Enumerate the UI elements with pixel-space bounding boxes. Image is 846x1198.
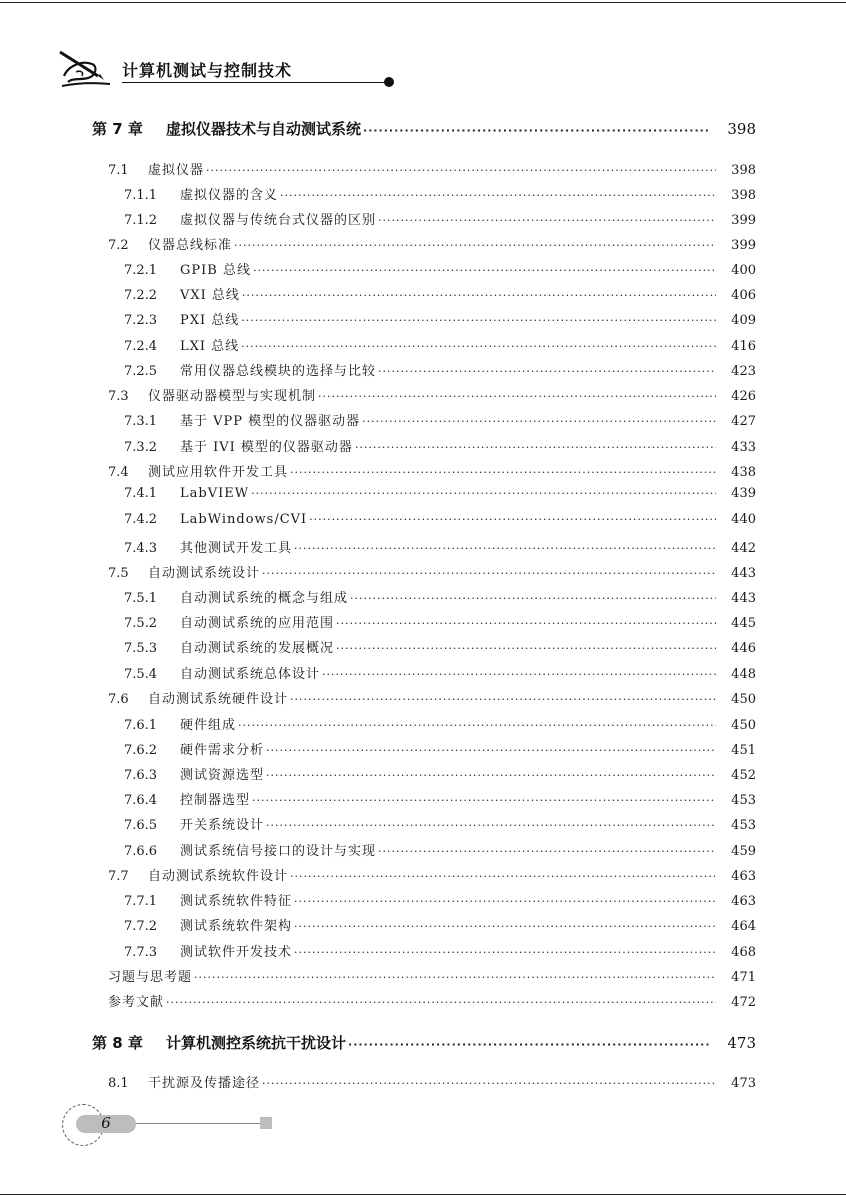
toc-subsection-entry	[92, 284, 756, 304]
toc-entry-title: 干扰源及传播途径	[148, 1076, 261, 1091]
toc-entry-page: 451	[731, 743, 756, 758]
top-border-line	[0, 2, 846, 3]
toc-dot-leader	[194, 971, 716, 984]
toc-entry-number: 7.2.5	[124, 364, 158, 379]
toc-entry-page: 440	[731, 512, 756, 527]
toc-entry-page: 459	[731, 844, 756, 859]
toc-entry-number: 7.6.2	[124, 743, 158, 758]
toc-entry-page: 442	[731, 541, 756, 556]
toc-entry-page: 438	[731, 465, 756, 480]
toc-dot-leader	[280, 189, 716, 202]
toc-dot-leader	[378, 365, 716, 378]
toc-subsection-entry	[92, 335, 756, 355]
toc-entry-number: 第 8 章	[92, 1034, 143, 1052]
toc-entry-number: 7.2.2	[124, 288, 158, 303]
toc-entry-page: 446	[731, 641, 756, 656]
toc-dot-leader	[348, 1038, 710, 1051]
toc-section-entry	[92, 688, 756, 708]
toc-entry-title: 控制器选型	[180, 793, 251, 808]
toc-dot-leader	[294, 946, 716, 959]
footer-square	[260, 1117, 272, 1129]
toc-entry-title: 虚拟仪器	[148, 163, 205, 178]
toc-dot-leader	[266, 744, 716, 757]
toc-entry-title: 测试应用软件开发工具	[148, 465, 289, 480]
toc-dot-leader	[318, 390, 716, 403]
toc-chapter-entry	[92, 1032, 756, 1054]
pen-writing-icon	[58, 46, 114, 90]
toc-subsection-entry	[92, 486, 756, 506]
toc-entry-page: 443	[731, 566, 756, 581]
toc-entry-page: 416	[731, 339, 756, 354]
toc-subsection-entry	[92, 764, 756, 784]
header-rule	[122, 82, 388, 83]
toc-dot-leader	[378, 845, 716, 858]
toc-entry-title: 自动测试系统软件设计	[148, 869, 289, 884]
toc-dot-leader	[336, 642, 716, 655]
toc-entry-title: 习题与思考题	[108, 970, 193, 985]
book-title: 计算机测试与控制技术	[122, 61, 293, 80]
toc-entry-number: 7.4.1	[124, 486, 158, 501]
toc-dot-leader	[322, 668, 716, 681]
toc-subsection-entry	[92, 739, 756, 759]
toc-entry-page: 399	[731, 213, 756, 228]
toc-entry-title: 硬件组成	[180, 718, 237, 733]
footer-line	[136, 1123, 260, 1124]
toc-entry-page: 448	[731, 667, 756, 682]
toc-entry-page: 400	[731, 263, 756, 278]
toc-dot-leader	[238, 719, 716, 732]
toc-dot-leader	[253, 264, 716, 277]
toc-entry-page: 399	[731, 238, 756, 253]
toc-subsection-entry	[92, 789, 756, 809]
toc-entry-title: 其他测试开发工具	[180, 541, 293, 556]
toc-section-entry	[92, 562, 756, 582]
toc-dot-leader	[290, 466, 716, 479]
toc-entry-title: 开关系统设计	[180, 818, 265, 833]
toc-entry-title: LXI 总线	[180, 339, 240, 354]
toc-entry-number: 7.5.4	[124, 667, 158, 682]
toc-entry-title: 自动测试系统的发展概况	[180, 641, 335, 656]
toc-section-entry	[92, 234, 756, 254]
bottom-border-line	[0, 1194, 846, 1195]
page-footer	[62, 1104, 282, 1144]
toc-subsection-entry	[92, 184, 756, 204]
toc-entry-number: 7.5.3	[124, 641, 158, 656]
toc-dot-leader	[294, 895, 716, 908]
toc-entry-title: 基于 IVI 模型的仪器驱动器	[180, 440, 353, 455]
toc-entry-number: 7.4.3	[124, 541, 158, 556]
toc-dot-leader	[251, 487, 716, 500]
toc-dot-leader	[206, 164, 716, 177]
toc-entry-page: 473	[727, 1034, 756, 1052]
toc-entry-title: 测试资源选型	[180, 768, 265, 783]
toc-entry-number: 7.2.1	[124, 263, 158, 278]
toc-entry-title: 自动测试系统的概念与组成	[180, 591, 349, 606]
toc-dot-leader	[294, 542, 716, 555]
toc-section-entry	[92, 1072, 756, 1092]
toc-entry-title: 测试系统软件架构	[180, 919, 293, 934]
toc-entry-title: 自动测试系统设计	[148, 566, 261, 581]
toc-subsection-entry	[92, 587, 756, 607]
toc-entry-number: 7.4.2	[124, 512, 158, 527]
toc-entry-page: 398	[727, 120, 756, 138]
toc-entry-page: 450	[731, 692, 756, 707]
toc-entry-number: 7.7.3	[124, 945, 158, 960]
toc-dot-leader	[290, 870, 716, 883]
toc-subsection-entry	[92, 360, 756, 380]
toc-entry-title: LabWindows/CVI	[180, 512, 308, 527]
toc-subsection-entry	[92, 915, 756, 935]
toc-entry-number: 8.1	[108, 1076, 129, 1091]
toc-entry-title: 测试系统信号接口的设计与实现	[180, 844, 377, 859]
toc-entry-page: 427	[731, 414, 756, 429]
toc-dot-leader	[234, 239, 716, 252]
toc-entry-number: 7.6.1	[124, 718, 158, 733]
toc-subsection-entry	[92, 209, 756, 229]
toc-entry-page: 463	[731, 894, 756, 909]
toc-entry-title: 自动测试系统的应用范围	[180, 616, 335, 631]
toc-entry-page: 423	[731, 364, 756, 379]
toc-section-entry	[92, 865, 756, 885]
toc-section-entry	[92, 159, 756, 179]
toc-subsection-entry	[92, 840, 756, 860]
toc-chapter-entry	[92, 118, 756, 140]
toc-section-entry	[92, 385, 756, 405]
toc-entry-number: 7.6.6	[124, 844, 158, 859]
toc-subsection-entry	[92, 941, 756, 961]
toc-entry-page: 445	[731, 616, 756, 631]
toc-entry-title: 测试系统软件特征	[180, 894, 293, 909]
toc-entry-number: 7.5.2	[124, 616, 158, 631]
toc-entry-number: 7.4	[108, 465, 129, 480]
toc-entry-title: 常用仪器总线模块的选择与比较	[180, 364, 377, 379]
toc-entry-title: 硬件需求分析	[180, 743, 265, 758]
toc-entry-page: 409	[731, 313, 756, 328]
toc-entry-page: 452	[731, 768, 756, 783]
toc-entry-title: 基于 VPP 模型的仪器驱动器	[180, 414, 361, 429]
toc-entry-title: PXI 总线	[180, 313, 240, 328]
toc-entry-page: 453	[731, 793, 756, 808]
toc-dot-leader	[309, 513, 716, 526]
toc-subsection-entry	[92, 814, 756, 834]
toc-dot-leader	[378, 214, 716, 227]
toc-dot-leader	[336, 617, 716, 630]
toc-dot-leader	[266, 769, 716, 782]
toc-entry-title: 参考文献	[108, 995, 165, 1010]
toc-dot-leader	[252, 794, 716, 807]
toc-subsection-entry	[92, 714, 756, 734]
toc-subsection-entry	[92, 537, 756, 557]
toc-subsection-entry	[92, 410, 756, 430]
toc-entry-page: 398	[731, 188, 756, 203]
toc-entry-number: 7.7	[108, 869, 129, 884]
toc-entry-page: 463	[731, 869, 756, 884]
toc-subsection-entry	[92, 436, 756, 456]
toc-entry-page: 406	[731, 288, 756, 303]
toc-entry-number: 7.5	[108, 566, 129, 581]
toc-subsection-entry	[92, 637, 756, 657]
toc-entry-number: 7.7.1	[124, 894, 158, 909]
toc-dot-leader	[355, 441, 716, 454]
toc-entry-number: 7.1	[108, 163, 129, 178]
toc-entry-page: 473	[731, 1076, 756, 1091]
toc-dot-leader	[294, 920, 716, 933]
toc-subsection-entry	[92, 612, 756, 632]
toc-dot-leader	[290, 693, 716, 706]
toc-dot-leader	[350, 592, 716, 605]
toc-entry-number: 7.5.1	[124, 591, 158, 606]
toc-entry-title: 自动测试系统总体设计	[180, 667, 321, 682]
toc-dot-leader	[266, 819, 716, 832]
toc-entry-page: 471	[731, 970, 756, 985]
toc-dot-leader	[241, 340, 716, 353]
toc-entry-number: 7.6	[108, 692, 129, 707]
toc-entry-page: 468	[731, 945, 756, 960]
toc-subsection-entry	[92, 259, 756, 279]
toc-entry-number: 7.2.4	[124, 339, 158, 354]
toc-entry-title: 测试软件开发技术	[180, 945, 293, 960]
toc-entry-number: 7.3.2	[124, 440, 158, 455]
toc-entry-number: 7.2.3	[124, 313, 158, 328]
toc-subsection-entry	[92, 890, 756, 910]
toc-entry-page: 472	[731, 995, 756, 1010]
toc-entry-title: 计算机测控系统抗干扰设计	[166, 1034, 347, 1052]
toc-dot-leader	[362, 415, 716, 428]
toc-entry-number: 7.6.3	[124, 768, 158, 783]
toc-dot-leader	[241, 314, 716, 327]
toc-entry-title: 仪器驱动器模型与实现机制	[148, 389, 317, 404]
toc-dot-leader	[262, 1077, 716, 1090]
toc-entry-page: 439	[731, 486, 756, 501]
toc-entry-number: 7.2	[108, 238, 129, 253]
toc-dot-leader	[363, 124, 710, 137]
toc-entry-number: 7.1.2	[124, 213, 158, 228]
toc-entry-number: 第 7 章	[92, 120, 143, 138]
page-number: 6	[101, 1114, 111, 1132]
toc-subsection-entry	[92, 512, 756, 532]
running-header	[58, 44, 398, 94]
toc-dot-leader	[166, 996, 716, 1009]
toc-entry-title: GPIB 总线	[180, 263, 251, 278]
toc-subsection-entry	[92, 309, 756, 329]
header-rule-dot	[384, 77, 394, 87]
toc-entry-title: VXI 总线	[180, 288, 240, 303]
toc-entry-page: 426	[731, 389, 756, 404]
toc-entry-number: 7.7.2	[124, 919, 158, 934]
toc-misc-entry	[92, 966, 756, 986]
toc-subsection-entry	[92, 663, 756, 683]
toc-entry-page: 453	[731, 818, 756, 833]
toc-entry-page: 433	[731, 440, 756, 455]
toc-entry-title: LabVIEW	[180, 486, 250, 501]
toc-entry-title: 虚拟仪器与传统台式仪器的区别	[180, 213, 377, 228]
toc-entry-number: 7.3	[108, 389, 129, 404]
toc-entry-number: 7.6.5	[124, 818, 158, 833]
toc-entry-number: 7.3.1	[124, 414, 158, 429]
toc-misc-entry	[92, 991, 756, 1011]
toc-section-entry	[92, 461, 756, 481]
toc-entry-page: 464	[731, 919, 756, 934]
toc-entry-page: 450	[731, 718, 756, 733]
toc-entry-title: 虚拟仪器技术与自动测试系统	[166, 120, 362, 138]
toc-entry-title: 仪器总线标准	[148, 238, 233, 253]
toc-dot-leader	[242, 289, 716, 302]
toc-entry-title: 自动测试系统硬件设计	[148, 692, 289, 707]
toc-entry-number: 7.1.1	[124, 188, 158, 203]
toc-entry-number: 7.6.4	[124, 793, 158, 808]
toc-dot-leader	[262, 567, 716, 580]
toc-entry-title: 虚拟仪器的含义	[180, 188, 279, 203]
toc-entry-page: 443	[731, 591, 756, 606]
toc-entry-page: 398	[731, 163, 756, 178]
